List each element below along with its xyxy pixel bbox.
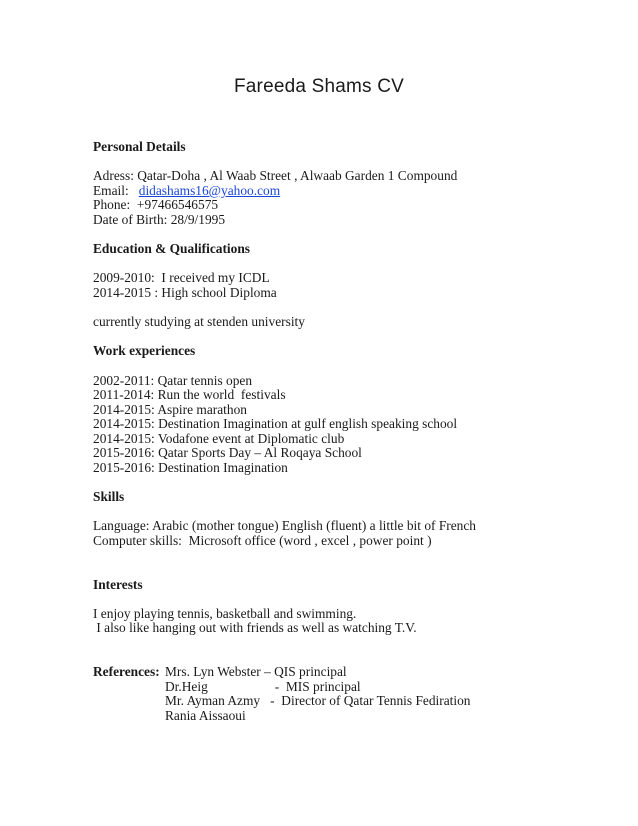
document-title: Fareeda Shams CV xyxy=(233,76,405,97)
phone-line: Phone: +97466546575 xyxy=(93,197,219,213)
work-item: 2015-2016: Qatar Sports Day – Al Roqaya School xyxy=(93,445,362,461)
references-list xyxy=(165,665,593,723)
work-item: 2002-2011: Qatar tennis open xyxy=(93,372,253,388)
interests-heading: Interests xyxy=(93,576,143,592)
interests-line: I enjoy playing tennis, basketball and swimming. xyxy=(93,605,357,621)
address-line: Adress: Qatar-Doha , Al Waab Street , Alwaab Garden 1 Compound xyxy=(93,168,458,184)
reference-item: Mrs. Lyn Webster – QIS principal xyxy=(165,664,347,679)
email-line xyxy=(93,184,593,199)
interests-line: I also like hanging out with friends as well as watching T.V. xyxy=(93,620,417,636)
reference-item: Mr. Ayman Azmy - Director of Qatar Tennis Fediration xyxy=(165,693,471,709)
work-item: 2014-2015: Aspire marathon xyxy=(93,401,247,417)
skills-heading: Skills xyxy=(93,489,125,505)
reference-item: Dr.Heig - MIS principal xyxy=(165,678,361,694)
work-item: 2011-2014: Run the world festivals xyxy=(93,387,286,403)
references-block xyxy=(93,665,593,723)
education-item: 2009-2010: I received my ICDL xyxy=(93,270,270,286)
email-link[interactable]: didashams16@yahoo.com xyxy=(138,182,281,198)
personal-details-heading: Personal Details xyxy=(93,139,186,154)
work-item: 2014-2015: Destination Imagination at gulf english speaking school xyxy=(93,416,458,432)
email-label: Email: xyxy=(93,182,139,198)
language-skill: Language: Arabic (mother tongue) English (fluent) a little bit of French xyxy=(93,518,477,534)
cv-content xyxy=(93,140,593,723)
work-heading: Work experiences xyxy=(93,343,196,359)
reference-item: Rania Aissaoui xyxy=(165,707,246,723)
references-label: References: xyxy=(93,664,160,679)
education-heading: Education & Qualifications xyxy=(93,241,250,257)
work-item: 2014-2015: Vodafone event at Diplomatic club xyxy=(93,430,345,446)
education-note: currently studying at stenden university xyxy=(93,314,305,330)
dob-line: Date of Birth: 28/9/1995 xyxy=(93,211,226,227)
work-item: 2015-2016: Destination Imagination xyxy=(93,460,288,476)
computer-skill: Computer skills: Microsoft office (word , excel , power point ) xyxy=(93,533,432,549)
education-item: 2014-2015 : High school Diploma xyxy=(93,284,277,300)
